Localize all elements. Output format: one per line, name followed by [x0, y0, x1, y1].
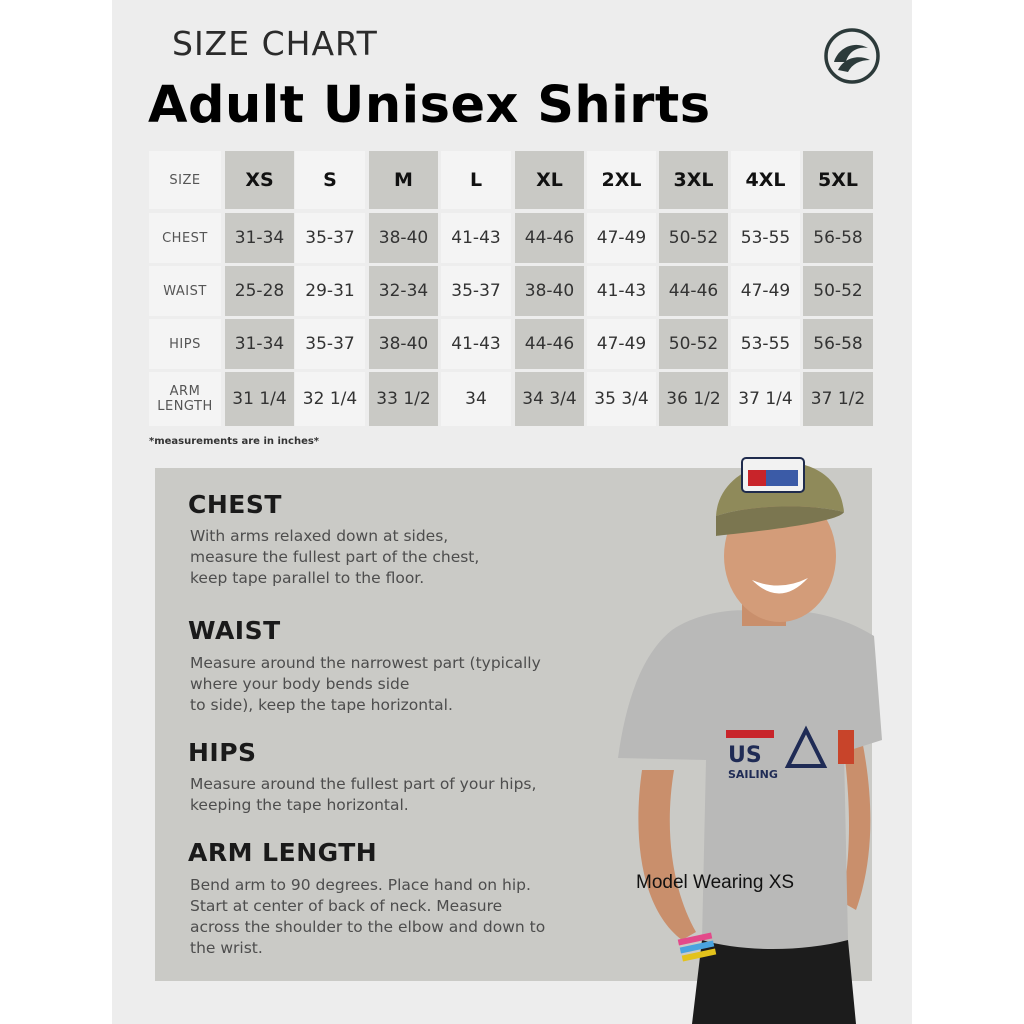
chest-text: With arms relaxed down at sides, measure the fullest part of the chest, keep tape parallel to the floor.: [190, 527, 480, 587]
table-cell: 35-37: [295, 213, 365, 263]
waist-text: Measure around the narrowest part (typically where your body bends side to side), keep the tape horizontal.: [190, 654, 541, 714]
row-label: HIPS: [149, 319, 221, 369]
size-column-header: XS: [225, 151, 294, 209]
page-title: Adult Unisex Shirts: [148, 76, 711, 135]
table-cell: 41-43: [587, 266, 656, 316]
table-cell: 35 3/4: [587, 372, 656, 426]
table-cell: 33 1/2: [369, 372, 438, 426]
size-column-header: XL: [515, 151, 584, 209]
eyebrow-title: SIZE CHART: [172, 24, 378, 63]
wave-logo-icon: [824, 28, 880, 84]
table-cell: 31 1/4: [225, 372, 294, 426]
model-photo: [612, 440, 892, 1024]
size-column-header: 4XL: [731, 151, 800, 209]
row-label: WAIST: [149, 266, 221, 316]
table-cell: 29-31: [295, 266, 365, 316]
table-cell: 44-46: [515, 319, 584, 369]
measurement-note: *measurements are in inches*: [149, 436, 320, 447]
arm-length-heading: ARM LENGTH: [188, 838, 378, 867]
table-cell: 50-52: [659, 213, 728, 263]
size-column-header: 3XL: [659, 151, 728, 209]
row-label: ARM LENGTH: [149, 372, 221, 426]
hips-text: Measure around the fullest part of your hips, keeping the tape horizontal.: [190, 775, 537, 814]
arm-length-text: Bend arm to 90 degrees. Place hand on hip. Start at center of back of neck. Measure across the shoulder to the elbow and down to the wrist.: [190, 876, 546, 957]
row-label: CHEST: [149, 213, 221, 263]
shirt-text-us: US: [728, 743, 762, 768]
table-cell: 47-49: [587, 319, 656, 369]
table-cell: 44-46: [659, 266, 728, 316]
shirt-text-sailing: SAILING: [728, 768, 778, 781]
table-cell: 31-34: [225, 319, 294, 369]
table-cell: 50-52: [803, 266, 873, 316]
table-cell: 41-43: [441, 319, 511, 369]
size-column-header: 5XL: [803, 151, 873, 209]
table-cell: 50-52: [659, 319, 728, 369]
table-cell: 32-34: [369, 266, 438, 316]
table-cell: 25-28: [225, 266, 294, 316]
model-caption: Model Wearing XS: [636, 872, 795, 893]
size-table: [149, 151, 875, 427]
table-cell: 41-43: [441, 213, 511, 263]
hips-heading: HIPS: [188, 738, 257, 767]
table-cell: 31-34: [225, 213, 294, 263]
table-cell: 34 3/4: [515, 372, 584, 426]
chest-heading: CHEST: [188, 490, 282, 519]
table-cell: 37 1/2: [803, 372, 873, 426]
waist-heading: WAIST: [188, 616, 281, 645]
table-cell: 53-55: [731, 319, 800, 369]
table-cell: 38-40: [369, 319, 438, 369]
table-cell: 44-46: [515, 213, 584, 263]
table-cell: 38-40: [369, 213, 438, 263]
table-cell: 36 1/2: [659, 372, 728, 426]
size-header-label: SIZE: [149, 151, 221, 209]
size-column-header: S: [295, 151, 365, 209]
table-cell: 32 1/4: [295, 372, 365, 426]
table-cell: 47-49: [731, 266, 800, 316]
table-cell: 35-37: [295, 319, 365, 369]
size-column-header: L: [441, 151, 511, 209]
table-cell: 35-37: [441, 266, 511, 316]
table-cell: 37 1/4: [731, 372, 800, 426]
size-column-header: 2XL: [587, 151, 656, 209]
table-cell: 56-58: [803, 213, 873, 263]
table-cell: 47-49: [587, 213, 656, 263]
table-cell: 53-55: [731, 213, 800, 263]
table-cell: 56-58: [803, 319, 873, 369]
size-column-header: M: [369, 151, 438, 209]
table-cell: 38-40: [515, 266, 584, 316]
table-cell: 34: [441, 372, 511, 426]
